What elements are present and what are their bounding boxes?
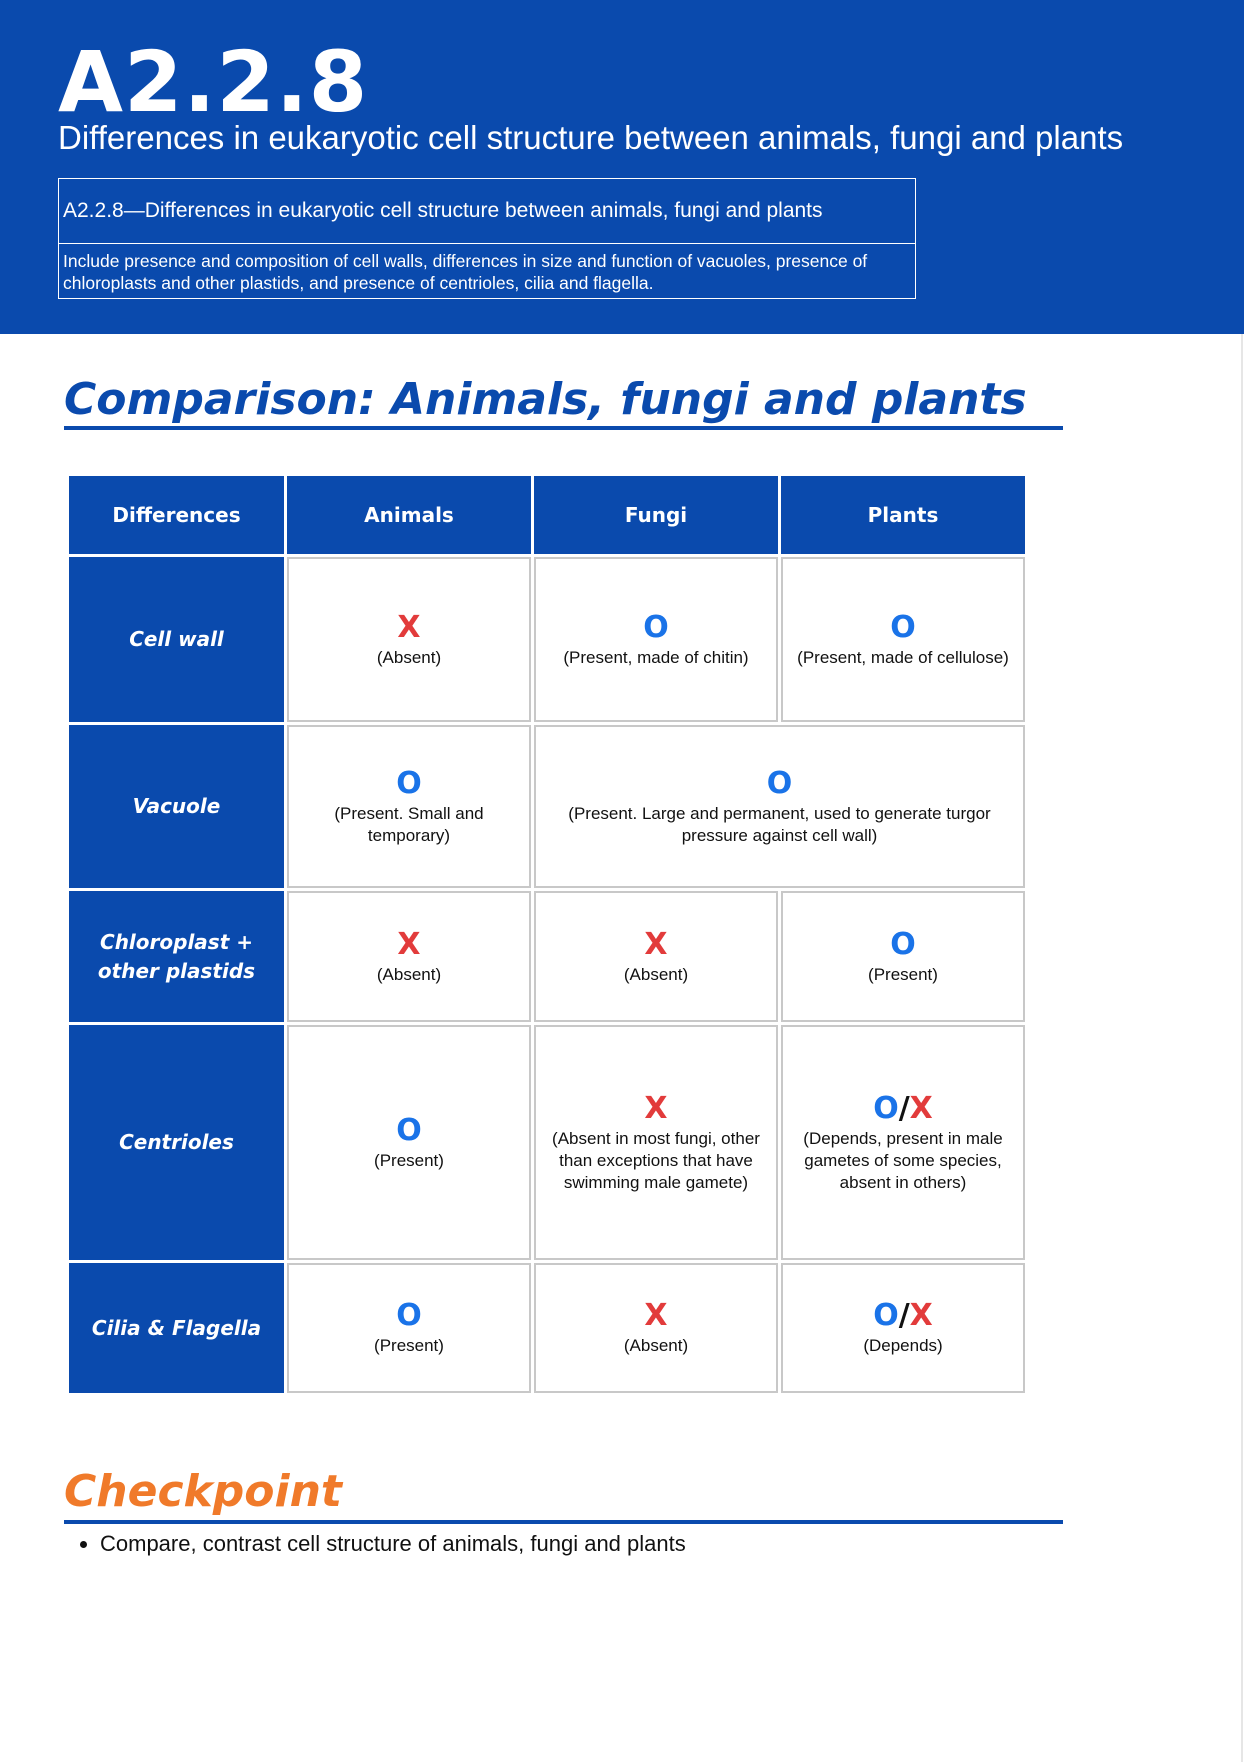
cell-animals-chloroplast [287, 891, 531, 1022]
comparison-table [66, 473, 1028, 1396]
absent-mark: X [644, 926, 668, 962]
page-code: A2.2.8 [58, 33, 369, 131]
cell-fungi-cilia [534, 1263, 778, 1393]
present-mark: O [396, 765, 422, 801]
cell-fungi-chloroplast [534, 891, 778, 1022]
page-edge-divider [1241, 334, 1243, 1762]
cell-note: (Present) [374, 1150, 444, 1170]
row-label-cilia-flagella: Cilia & Flagella [69, 1263, 284, 1393]
cell-plants-chloroplast [781, 891, 1025, 1022]
present-mark: O [873, 1298, 899, 1333]
cell-plants-cilia [781, 1263, 1025, 1393]
present-mark: O [890, 926, 916, 962]
mark-separator: / [898, 1090, 910, 1126]
cell-note: (Depends, present in male gametes of some species, absent in others) [803, 1128, 1003, 1192]
cell-fungi-cell-wall [534, 557, 778, 722]
cell-animals-cell-wall [287, 557, 531, 722]
cell-note: (Present) [374, 1336, 444, 1355]
cell-note: (Present. Large and permanent, used to generate turgor pressure against cell wall) [568, 803, 991, 845]
present-mark: O [396, 1298, 422, 1333]
present-mark: O [890, 609, 916, 645]
cell-animals-centrioles [287, 1025, 531, 1260]
cell-note: (Present. Small and temporary) [334, 803, 484, 845]
absent-mark: X [397, 926, 421, 962]
cell-note: (Present) [868, 964, 938, 984]
comparison-underline [64, 426, 1063, 430]
table-row [69, 891, 1025, 1022]
cell-animals-vacuole [287, 725, 531, 888]
cell-note: (Absent in most fungi, other than exceptions that have swimming male gamete) [552, 1128, 760, 1192]
cell-note: (Depends) [863, 1336, 943, 1355]
header-banner [0, 0, 1244, 334]
present-mark: O [396, 1112, 422, 1148]
row-label-vacuole: Vacuole [69, 725, 284, 888]
cell-note: (Present, made of cellulose) [797, 647, 1009, 667]
present-mark: O [766, 765, 793, 801]
checkpoint-underline [64, 1520, 1063, 1524]
absent-mark: X [909, 1298, 933, 1333]
comparison-title: Comparison: Animals, fungi and plants [64, 374, 1027, 425]
cell-note: (Absent) [376, 647, 442, 667]
row-label-chloroplast: Chloroplast + other plastids [69, 891, 284, 1022]
spec-title: A2.2.8—Differences in eukaryotic cell structure between animals, fungi and plants [59, 179, 915, 244]
cell-note: (Absent) [376, 964, 442, 984]
table-row [69, 1263, 1025, 1393]
mark-separator: / [898, 1298, 910, 1333]
absent-mark: X [644, 1090, 668, 1126]
absent-mark: X [909, 1090, 933, 1126]
table-header-row [69, 476, 1025, 554]
spec-box [58, 178, 916, 299]
absent-mark: X [397, 609, 421, 645]
cell-fungi-centrioles [534, 1025, 778, 1260]
checkpoint-list [70, 1526, 686, 1562]
table-row [69, 725, 1025, 888]
checkpoint-title: Checkpoint [64, 1466, 342, 1517]
cell-plants-cell-wall [781, 557, 1025, 722]
table-row [69, 557, 1025, 722]
column-header-fungi: Fungi [534, 476, 778, 554]
present-mark: O [643, 609, 669, 645]
absent-mark: X [644, 1298, 668, 1333]
list-item: • Compare, contrast cell structure of animals, fungi and plants [100, 1526, 686, 1562]
row-label-centrioles: Centrioles [69, 1025, 284, 1260]
cell-note: (Absent) [623, 1336, 689, 1355]
cell-note: (Absent) [623, 964, 689, 984]
column-header-animals: Animals [287, 476, 531, 554]
present-mark: O [873, 1090, 899, 1126]
spec-body: Include presence and composition of cell walls, differences in size and function of vacuoles, presence of chloroplasts and other plastids, and presence of centrioles, cilia and flagella. [63, 251, 868, 293]
column-header-plants: Plants [781, 476, 1025, 554]
column-header-differences: Differences [69, 476, 284, 554]
depends-mark [793, 1092, 1013, 1126]
cell-note: (Present, made of chitin) [563, 647, 749, 667]
cell-plants-centrioles [781, 1025, 1025, 1260]
table-row [69, 1025, 1025, 1260]
depends-mark [793, 1299, 1013, 1333]
cell-animals-cilia [287, 1263, 531, 1393]
row-label-cell-wall: Cell wall [69, 557, 284, 722]
page-subtitle: Differences in eukaryotic cell structure between animals, fungi and plants [58, 119, 1124, 156]
cell-fungi-plants-vacuole [534, 725, 1025, 888]
